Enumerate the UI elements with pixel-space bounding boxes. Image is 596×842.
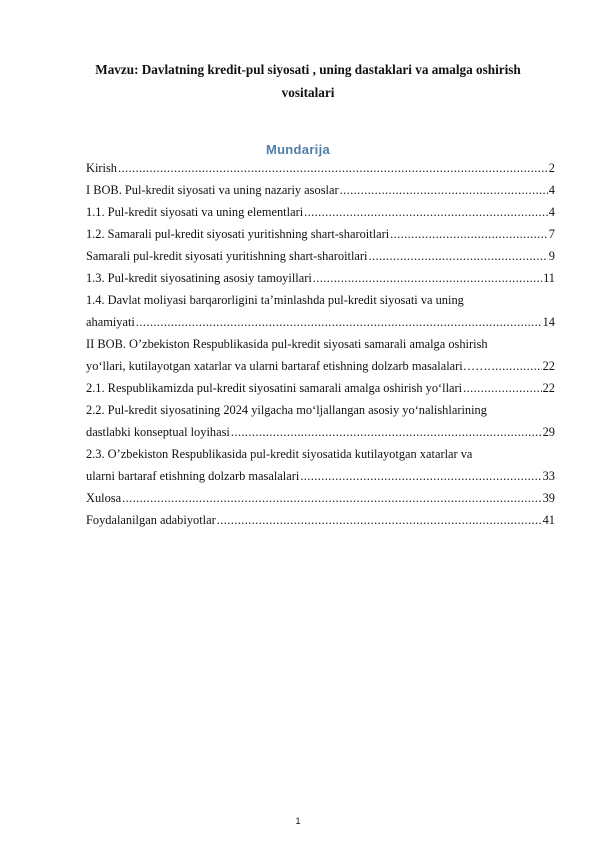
toc-entry-line (86, 465, 555, 487)
dot-leader (231, 421, 542, 443)
toc-entry-line (86, 311, 555, 333)
document-title-line-1: Mavzu: Davlatning kredit-pul siyosati , uning dastaklari va amalga oshirish (95, 62, 521, 77)
toc-entry-title: Xulosa (86, 491, 122, 505)
toc-entry[interactable] (86, 509, 555, 531)
toc-entry-line (86, 201, 555, 223)
toc-entry-page: 29 (542, 425, 555, 439)
toc-entry-page: 4 (548, 183, 555, 197)
toc-entry-page: 22 (542, 359, 555, 373)
toc-entry-title: 1.2. Samarali pul-kredit siyosati yuritishning shart-sharoitlari (86, 227, 390, 241)
toc-entry-title: 1.3. Pul-kredit siyosatining asosiy tamoyillari (86, 271, 312, 285)
dot-leader (369, 245, 548, 267)
page-number: 1 (295, 816, 301, 826)
toc-entry-page: 41 (542, 513, 555, 527)
toc-entry-title: 2.1. Respublikamizda pul-kredit siyosatini samarali amalga oshirish yo‘llari (86, 381, 463, 395)
dot-leader (118, 157, 548, 179)
toc-entry[interactable] (86, 289, 555, 333)
dot-leader (136, 311, 542, 333)
toc-entry-title: 1.1. Pul-kredit siyosati va uning elementlari (86, 205, 304, 219)
toc-entry-line (86, 355, 555, 377)
dot-leader (340, 179, 548, 201)
toc-entry-page: 14 (542, 315, 555, 329)
toc-entry[interactable] (86, 443, 555, 487)
dot-leader (217, 509, 542, 531)
toc-entry[interactable] (86, 201, 555, 223)
toc-entry-line (86, 245, 555, 267)
toc-entry-page: 7 (548, 227, 555, 241)
toc-entry[interactable] (86, 245, 555, 267)
table-of-contents (86, 157, 555, 531)
dot-leader (463, 377, 541, 399)
dot-leader (122, 487, 542, 509)
toc-entry[interactable] (86, 223, 555, 245)
toc-entry-title: ahamiyati (86, 315, 135, 329)
toc-entry-title-line: 2.2. Pul-kredit siyosatining 2024 yilgacha mo‘ljallangan asosiy yo‘nalishlarining (86, 403, 487, 417)
toc-entry-title: dastlabki konseptual loyihasi (86, 425, 230, 439)
toc-entry[interactable] (86, 487, 555, 509)
toc-entry[interactable] (86, 267, 555, 289)
toc-entry[interactable] (86, 377, 555, 399)
toc-entry-line (86, 421, 555, 443)
toc-entry-title: Samarali pul-kredit siyosati yuritishning shart-sharoitlari (86, 249, 368, 263)
dot-leader (313, 267, 542, 289)
toc-entry-line (86, 487, 555, 509)
dot-leader (390, 223, 548, 245)
toc-entry-title: I BOB. Pul-kredit siyosati va uning nazariy asoslar (86, 183, 339, 197)
toc-entry-page: 9 (548, 249, 555, 263)
toc-entry-title: Foydalanilgan adabiyotlar (86, 513, 216, 527)
toc-entry[interactable] (86, 399, 555, 443)
toc-entry-title: Kirish (86, 161, 117, 175)
document-title-line-2: vositalari (281, 85, 335, 100)
toc-entry-page: 11 (543, 271, 555, 285)
toc-entry-title: ularni bartaraf etishning dolzarb masalalari (86, 469, 300, 483)
toc-entry-page: 2 (548, 161, 555, 175)
toc-entry-line (86, 179, 555, 201)
toc-entry-page: 22 (542, 381, 555, 395)
toc-entry[interactable] (86, 333, 555, 377)
toc-entry-title-line: 2.3. O’zbekiston Respublikasida pul-kredit siyosatida kutilayotgan xatarlar va (86, 447, 473, 461)
toc-entry-page: 4 (548, 205, 555, 219)
toc-entry-page: 33 (542, 469, 555, 483)
toc-heading: Mundarija (265, 142, 331, 157)
toc-entry-line (86, 267, 555, 289)
dot-leader (492, 355, 542, 377)
toc-entry-line (86, 377, 555, 399)
toc-entry-title-line: II BOB. O’zbekiston Respublikasida pul-kredit siyosati samarali amalga oshirish (86, 337, 488, 351)
toc-entry-title: yo‘llari, kutilayotgan xatarlar va ularni bartaraf etishning dolzarb masalalari……. (86, 359, 491, 373)
dot-leader (300, 465, 541, 487)
document-title (60, 58, 556, 104)
toc-entry-line (86, 157, 555, 179)
toc-entry-page: 39 (542, 491, 555, 505)
toc-entry[interactable] (86, 179, 555, 201)
toc-entry-title-line: 1.4. Davlat moliyasi barqarorligini ta’minlashda pul-kredit siyosati va uning (86, 293, 464, 307)
dot-leader (304, 201, 548, 223)
toc-entry-line (86, 509, 555, 531)
toc-entry[interactable] (86, 157, 555, 179)
toc-entry-line (86, 223, 555, 245)
